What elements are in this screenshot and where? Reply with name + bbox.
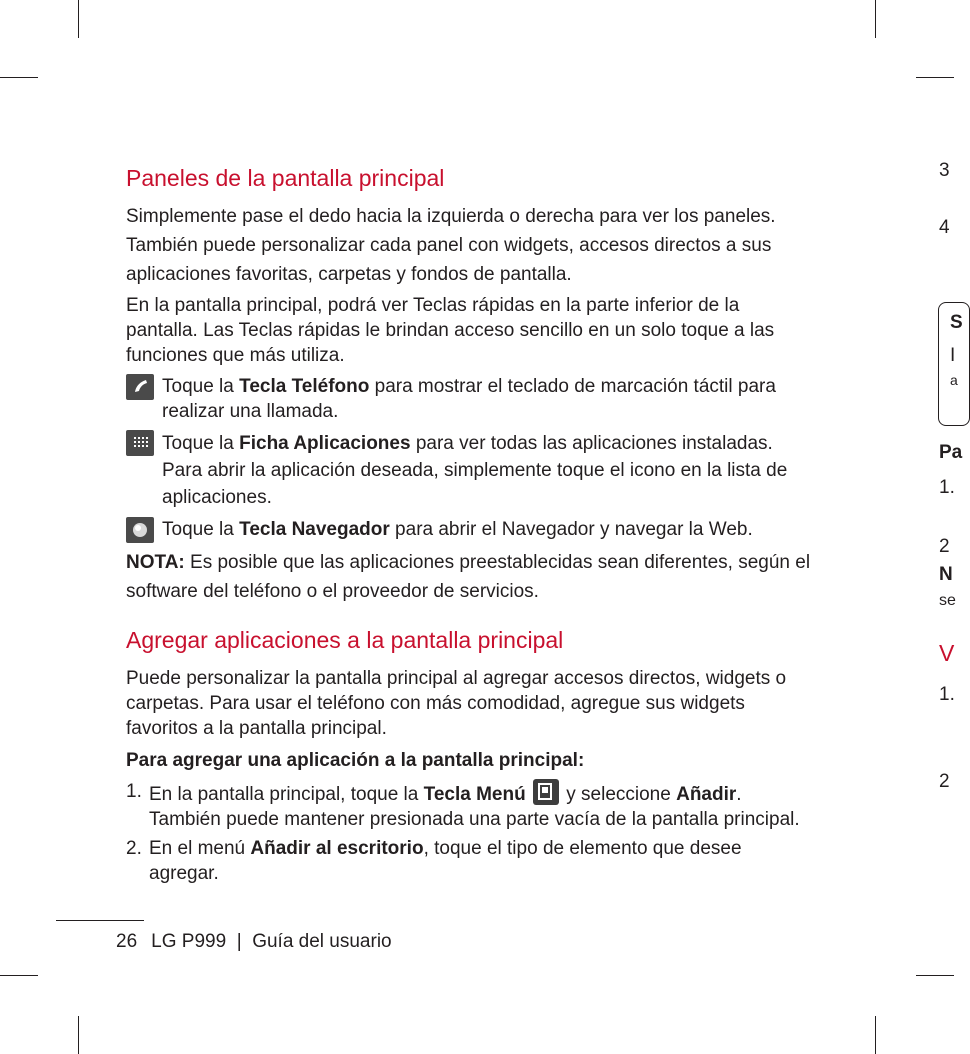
menu-key-icon [533, 779, 559, 805]
section-title-add-apps: Agregar aplicaciones a la pantalla principal [126, 627, 564, 653]
crop-mark [78, 0, 79, 38]
crop-mark [875, 0, 876, 38]
apps-grid-icon [126, 430, 154, 456]
crop-mark [875, 1016, 876, 1054]
adjacent-page-fragment: 3 4 S I a Pa 1. 2 N se V 1. 2 [938, 0, 954, 1054]
footer-rule [56, 920, 144, 921]
paragraph: En la pantalla principal, podrá ver Teclas rápidas en la parte inferior de la pantalla. Las Teclas rápidas le brindan acceso sencillo en un solo toque a las funciones que más utiliza. [126, 295, 775, 366]
list-item: 1. En la pantalla principal, toque la Tecla Menú y seleccione Añadir. También puede mantener presionada una parte vacía de la pantalla principal. [126, 781, 800, 830]
quick-key-phone-item: Toque la Tecla Teléfono para mostrar el teclado de marcación táctil para realizar una llamada. [126, 374, 816, 424]
note: NOTA: Es posible que las aplicaciones preestablecidas sean diferentes, según el software del teléfono o el proveedor de servicios. [126, 552, 811, 602]
browser-globe-icon [126, 517, 154, 543]
quick-key-browser-item: Toque la Tecla Navegador para abrir el Navegador y navegar la Web. [126, 517, 816, 542]
crop-mark [0, 975, 38, 976]
page-number: 26 [116, 931, 138, 952]
phone-icon [126, 374, 154, 400]
paragraph: Puede personalizar la pantalla principal al agregar accesos directos, widgets o carpetas. Para usar el teléfono con más comodidad, agregue sus widgets favoritos a la pantalla principal. [126, 668, 787, 739]
footer [116, 931, 392, 953]
crop-mark [78, 1016, 79, 1054]
section-title-home-panels: Paneles de la pantalla principal [126, 165, 445, 191]
crop-mark [0, 77, 38, 78]
paragraph: Simplemente pase el dedo hacia la izquierda o derecha para ver los paneles. También puede personalizar cada panel con widgets, accesos directos a sus aplicaciones favoritas, carpetas y fondos de pantalla. [126, 206, 776, 285]
list-item: 2. En el menú Añadir al escritorio, toque el tipo de elemento que desee agregar. [126, 838, 742, 884]
subheading: Para agregar una aplicación a la pantalla principal: [126, 750, 585, 771]
steps-list [126, 779, 816, 886]
footer-text: LG P999 | Guía del usuario [151, 931, 392, 952]
quick-key-apps-item: Toque la Ficha Aplicaciones para ver todas las aplicaciones instaladas. Para abrir la aplicación deseada, simplemente toque el icono en la lista de aplicaciones. [126, 430, 816, 511]
page-content [126, 164, 816, 886]
